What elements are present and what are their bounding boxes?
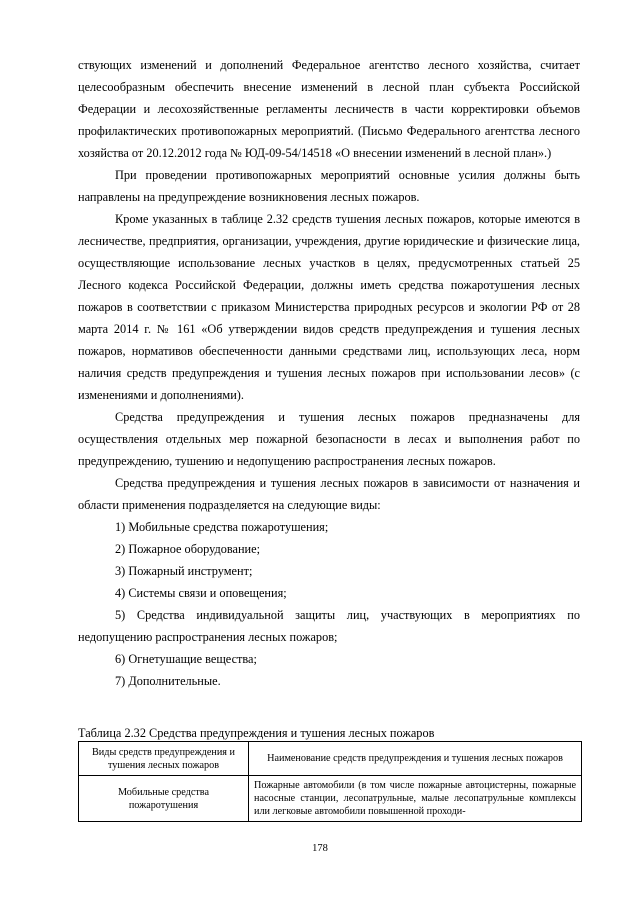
list-item: 1) Мобильные средства пожаротушения; (115, 520, 329, 534)
table-header-row (79, 742, 582, 776)
body-text (78, 54, 580, 692)
paragraph-continuation: ствующих изменений и дополнений Федеральное агентство лесного хозяйства, считает целесообразным обеспечить внесение изменений в лесной план субъекта Российской Федерации и лесохозяйственные регламенты лесничеств в части корректировки объемов профилактических противопожарных мероприятий. (Письмо Федерального агентства лесного хозяйства от 20.12.2012 года № ЮД-09-54/14518 «О внесении изменений в лесной план».) (78, 58, 580, 160)
list-item: 4) Системы связи и оповещения; (115, 586, 287, 600)
list-item: 3) Пожарный инструмент; (115, 564, 253, 578)
paragraph: При проведении противопожарных мероприятий основные усилия должны быть направлены на предупреждение возникновения лесных пожаров. (78, 168, 580, 204)
table-cell-type: Мобильные средства пожаротушения (79, 776, 249, 822)
table-caption: Таблица 2.32 Средства предупреждения и тушения лесных пожаров (78, 726, 435, 740)
table-header-cell: Наименование средств предупреждения и тушения лесных пожаров (249, 742, 582, 776)
fire-means-table (78, 741, 582, 822)
list-item: 2) Пожарное оборудование; (115, 542, 261, 556)
paragraph: Средства предупреждения и тушения лесных пожаров предназначены для осуществления отдельных мер пожарной безопасности в лесах и выполнения работ по предупреждению, тушению и недопущению распространения лесных пожаров. (78, 410, 580, 468)
table-header-cell: Виды средств предупреждения и тушения лесных пожаров (79, 742, 249, 776)
list-item: 7) Дополнительные. (115, 674, 221, 688)
table-row (79, 776, 582, 822)
types-list (78, 516, 580, 692)
list-item: 5) Средства индивидуальной защиты лиц, участвующих в мероприятиях по недопущению распространения лесных пожаров; (78, 608, 580, 644)
table-cell-names: Пожарные автомобили (в том числе пожарные автоцистерны, пожарные насосные станции, лесопатрульные, малые лесопатрульные комплексы или легковые автомобили повышенной проходи- (249, 776, 582, 822)
paragraph: Средства предупреждения и тушения лесных пожаров в зависимости от назначения и области применения подразделяется на следующие виды: (78, 476, 580, 512)
paragraph: Кроме указанных в таблице 2.32 средств тушения лесных пожаров, которые имеются в лесничестве, предприятия, организации, учреждения, другие юридические и физические лица, осуществляющие использование лесных участков в целях, предусмотренных статьей 25 Лесного кодекса Российской Федерации, должны иметь средства пожаротушения лесных пожаров в соответствии с приказом Министерства природных ресурсов и экологии РФ от 28 марта 2014 г. № 161 «Об утверждении видов средств предупреждения и тушения лесных пожаров, нормативов обеспеченности данными средствами лиц, использующих леса, норм наличия средств предупреждения и тушения лесных пожаров при использовании лесов» (с изменениями и дополнениями). (78, 212, 580, 402)
page-number: 178 (312, 843, 328, 854)
list-item: 6) Огнетушащие вещества; (115, 652, 257, 666)
